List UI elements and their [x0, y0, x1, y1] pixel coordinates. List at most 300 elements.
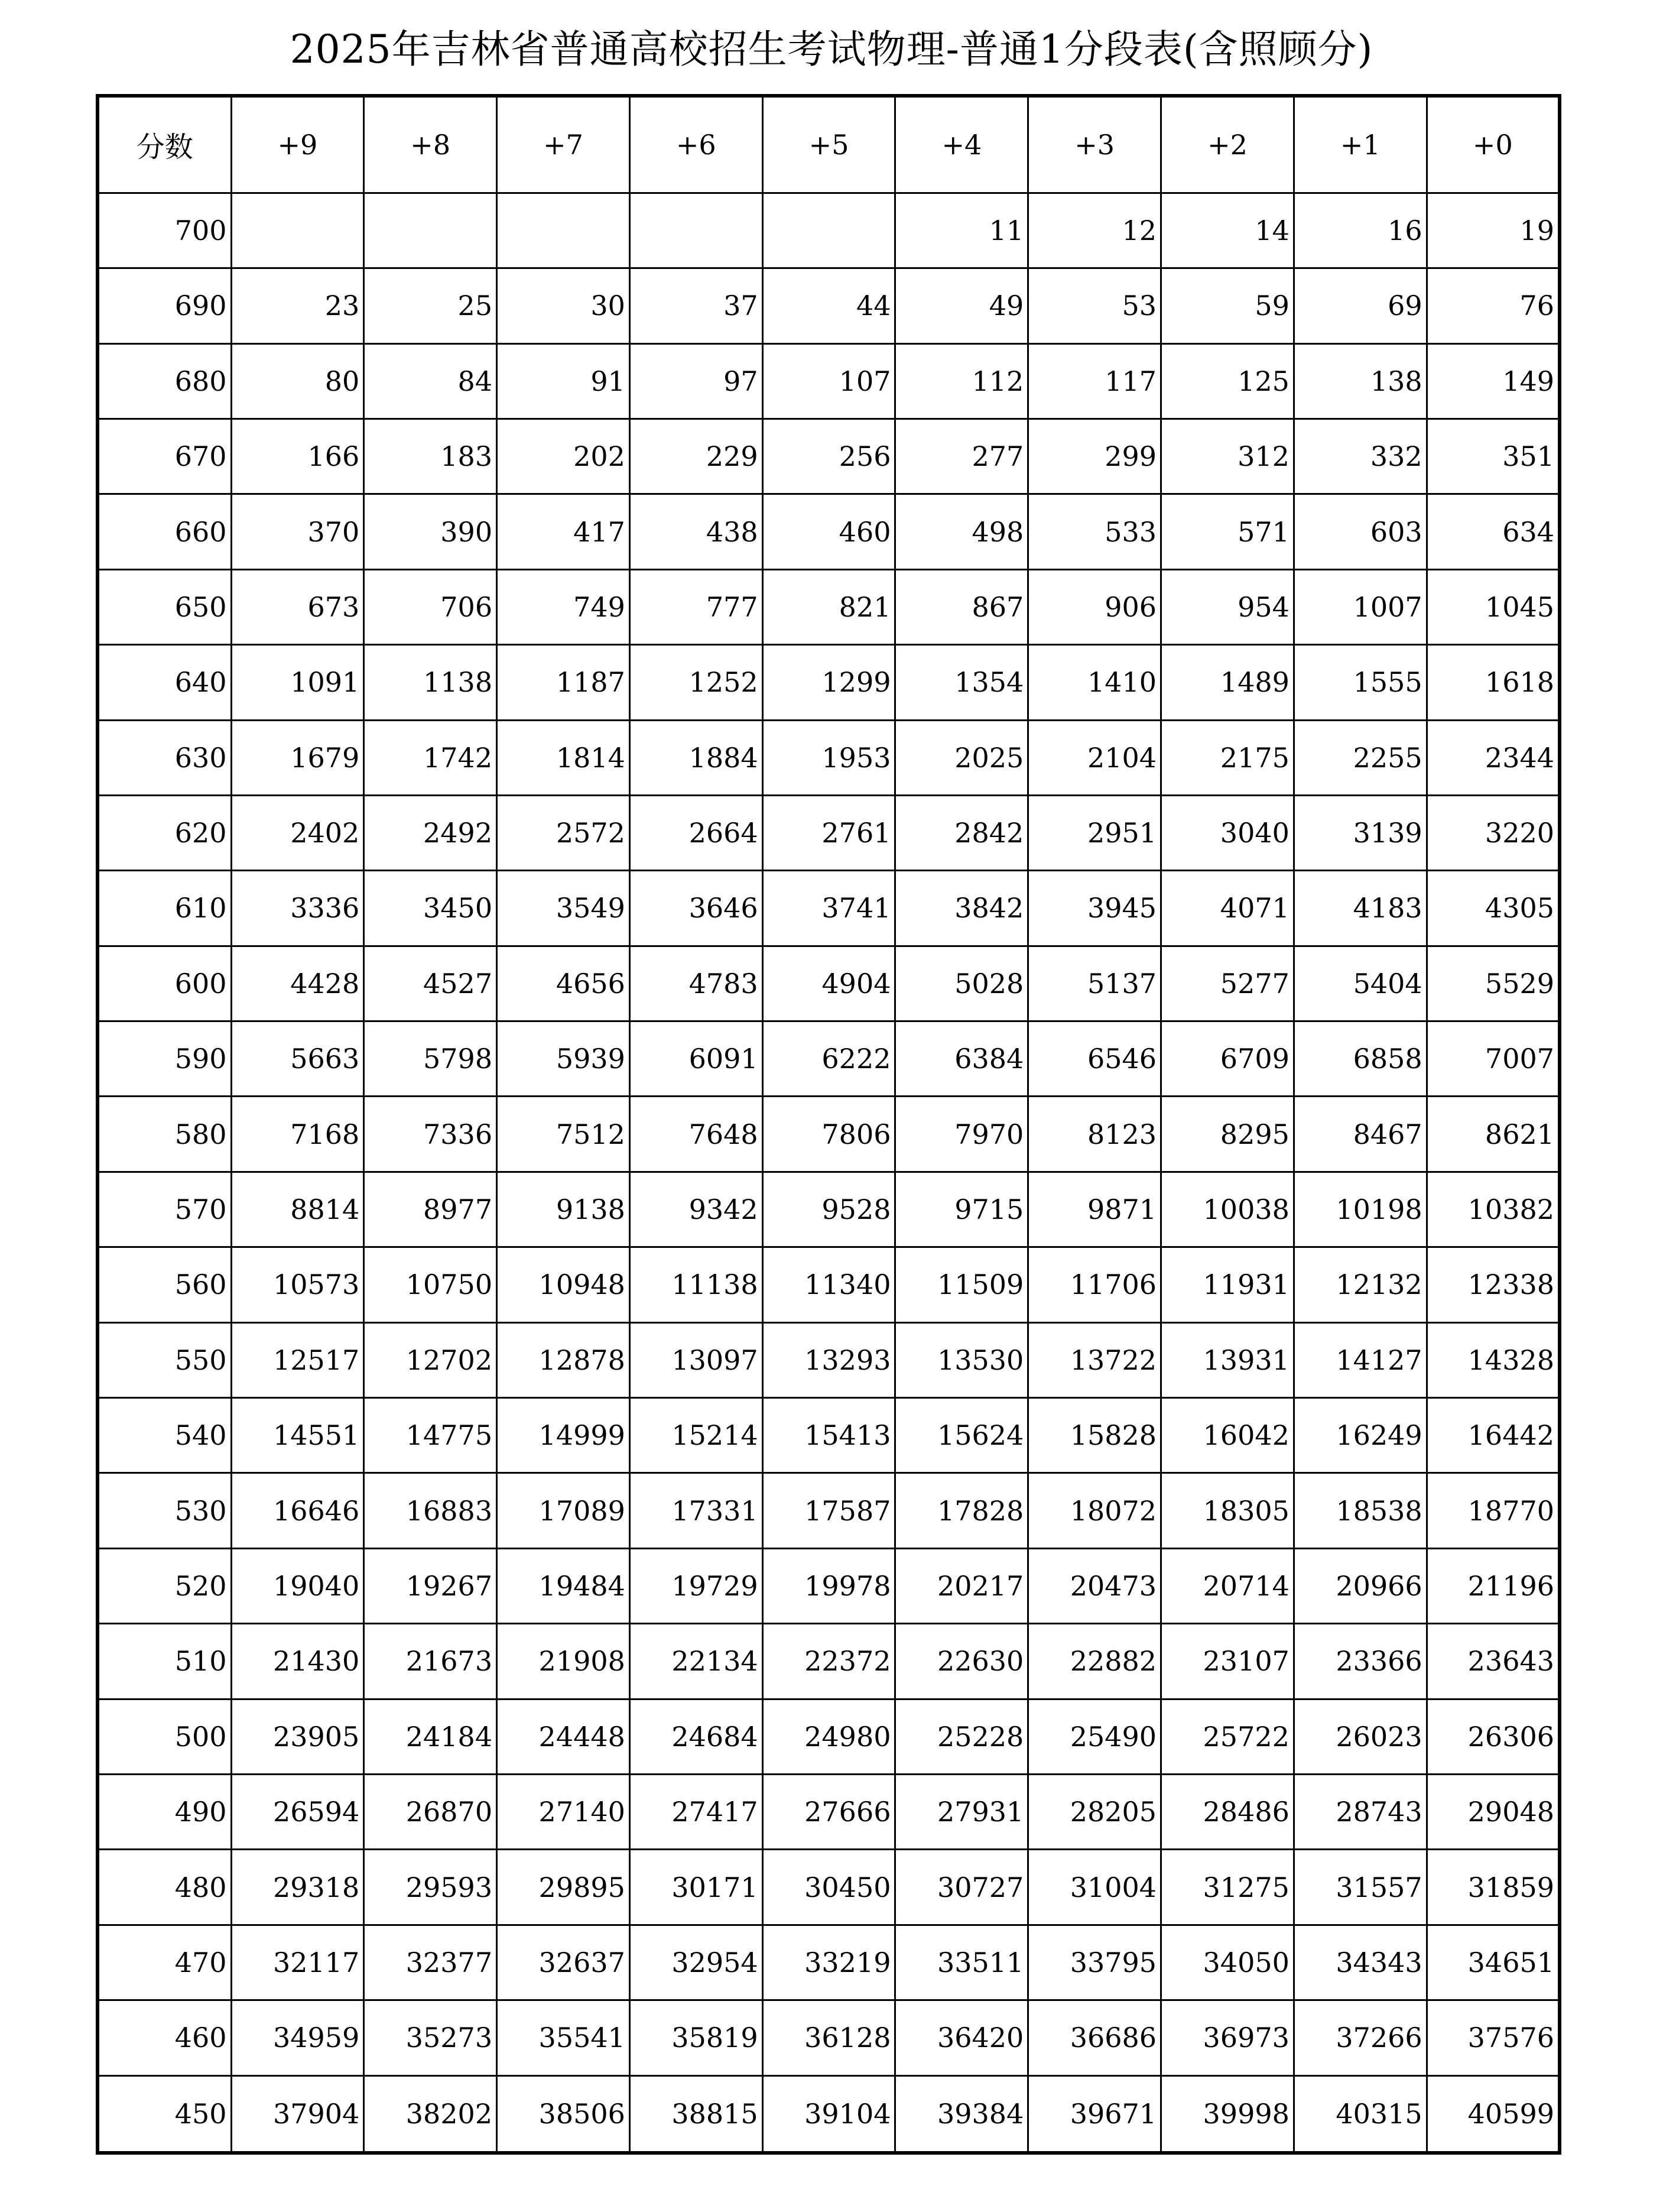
table-row	[98, 419, 1560, 494]
count-cell: 24980	[762, 1699, 895, 1774]
count-cell: 30450	[762, 1850, 895, 1925]
count-cell: 16442	[1427, 1398, 1560, 1473]
count-cell: 8814	[231, 1172, 364, 1247]
count-cell: 417	[497, 494, 630, 569]
count-cell: 4656	[497, 946, 630, 1021]
column-header-score: 分数	[98, 96, 231, 193]
count-cell: 22882	[1028, 1624, 1161, 1699]
count-cell: 21673	[364, 1624, 497, 1699]
count-cell: 32117	[231, 1925, 364, 2000]
count-cell: 370	[231, 494, 364, 569]
count-cell: 256	[762, 419, 895, 494]
count-cell: 20966	[1294, 1548, 1427, 1623]
table-row	[98, 343, 1560, 419]
count-cell: 11931	[1161, 1247, 1294, 1322]
count-cell: 11509	[895, 1247, 1028, 1322]
count-cell: 35819	[629, 2000, 762, 2075]
count-cell: 13722	[1028, 1322, 1161, 1397]
count-cell: 36973	[1161, 2000, 1294, 2075]
count-cell	[762, 193, 895, 268]
column-header: +8	[364, 96, 497, 193]
count-cell: 7336	[364, 1097, 497, 1172]
count-cell	[497, 193, 630, 268]
count-cell: 166	[231, 419, 364, 494]
count-cell: 749	[497, 569, 630, 644]
count-cell: 351	[1427, 419, 1560, 494]
count-cell: 7970	[895, 1097, 1028, 1172]
count-cell: 29318	[231, 1850, 364, 1925]
count-cell: 1884	[629, 720, 762, 795]
count-cell: 26870	[364, 1774, 497, 1849]
column-header: +6	[629, 96, 762, 193]
count-cell: 4904	[762, 946, 895, 1021]
count-cell: 13530	[895, 1322, 1028, 1397]
count-cell: 27140	[497, 1774, 630, 1849]
count-cell: 39384	[895, 2075, 1028, 2153]
table-row	[98, 1398, 1560, 1473]
count-cell: 6709	[1161, 1021, 1294, 1097]
count-cell: 36128	[762, 2000, 895, 2075]
column-header: +3	[1028, 96, 1161, 193]
count-cell: 44	[762, 268, 895, 343]
score-table-body	[98, 96, 1560, 2153]
count-cell: 15413	[762, 1398, 895, 1473]
count-cell: 14328	[1427, 1322, 1560, 1397]
row-score-cell: 490	[98, 1774, 231, 1849]
count-cell: 2402	[231, 795, 364, 870]
column-header: +1	[1294, 96, 1427, 193]
count-cell: 1252	[629, 645, 762, 720]
row-score-cell: 620	[98, 795, 231, 870]
count-cell: 28743	[1294, 1774, 1427, 1849]
table-row	[98, 1021, 1560, 1097]
count-cell: 38506	[497, 2075, 630, 2153]
column-header: +2	[1161, 96, 1294, 193]
count-cell: 634	[1427, 494, 1560, 569]
table-row	[98, 1624, 1560, 1699]
count-cell: 533	[1028, 494, 1161, 569]
count-cell: 16	[1294, 193, 1427, 268]
count-cell: 107	[762, 343, 895, 419]
count-cell: 5529	[1427, 946, 1560, 1021]
table-row	[98, 1322, 1560, 1397]
count-cell: 40599	[1427, 2075, 1560, 2153]
count-cell: 35541	[497, 2000, 630, 2075]
count-cell: 183	[364, 419, 497, 494]
table-row	[98, 494, 1560, 569]
count-cell: 39998	[1161, 2075, 1294, 2153]
count-cell: 32377	[364, 1925, 497, 2000]
count-cell: 24684	[629, 1699, 762, 1774]
count-cell: 25	[364, 268, 497, 343]
count-cell: 438	[629, 494, 762, 569]
table-row	[98, 795, 1560, 870]
count-cell: 37266	[1294, 2000, 1427, 2075]
count-cell: 4527	[364, 946, 497, 1021]
count-cell	[231, 193, 364, 268]
row-score-cell: 700	[98, 193, 231, 268]
count-cell: 149	[1427, 343, 1560, 419]
count-cell: 10198	[1294, 1172, 1427, 1247]
count-cell: 5404	[1294, 946, 1427, 1021]
count-cell: 6384	[895, 1021, 1028, 1097]
count-cell: 23905	[231, 1699, 364, 1774]
row-score-cell: 470	[98, 1925, 231, 2000]
count-cell: 59	[1161, 268, 1294, 343]
table-row	[98, 1699, 1560, 1774]
count-cell: 6858	[1294, 1021, 1427, 1097]
count-cell: 26306	[1427, 1699, 1560, 1774]
score-table	[96, 94, 1561, 2155]
table-row	[98, 871, 1560, 946]
count-cell: 22630	[895, 1624, 1028, 1699]
count-cell: 15828	[1028, 1398, 1161, 1473]
count-cell: 10038	[1161, 1172, 1294, 1247]
count-cell: 11138	[629, 1247, 762, 1322]
count-cell: 1354	[895, 645, 1028, 720]
count-cell: 34651	[1427, 1925, 1560, 2000]
count-cell: 1091	[231, 645, 364, 720]
count-cell: 97	[629, 343, 762, 419]
count-cell: 202	[497, 419, 630, 494]
count-cell: 14	[1161, 193, 1294, 268]
row-score-cell: 520	[98, 1548, 231, 1623]
count-cell: 34959	[231, 2000, 364, 2075]
count-cell: 16042	[1161, 1398, 1294, 1473]
table-row	[98, 1925, 1560, 2000]
count-cell: 11340	[762, 1247, 895, 1322]
column-header: +7	[497, 96, 630, 193]
count-cell: 5663	[231, 1021, 364, 1097]
count-cell: 25722	[1161, 1699, 1294, 1774]
count-cell: 4783	[629, 946, 762, 1021]
table-row	[98, 1097, 1560, 1172]
count-cell: 112	[895, 343, 1028, 419]
count-cell: 36420	[895, 2000, 1028, 2075]
table-row	[98, 1548, 1560, 1623]
count-cell: 5939	[497, 1021, 630, 1097]
row-score-cell: 540	[98, 1398, 231, 1473]
row-score-cell: 690	[98, 268, 231, 343]
count-cell: 12132	[1294, 1247, 1427, 1322]
count-cell: 2761	[762, 795, 895, 870]
row-score-cell: 550	[98, 1322, 231, 1397]
page-title: 2025年吉林省普通高校招生考试物理-普通1分段表(含照顾分)	[290, 27, 1373, 72]
table-row	[98, 2000, 1560, 2075]
count-cell: 29593	[364, 1850, 497, 1925]
count-cell: 1138	[364, 645, 497, 720]
count-cell: 21430	[231, 1624, 364, 1699]
count-cell: 1679	[231, 720, 364, 795]
count-cell: 33511	[895, 1925, 1028, 2000]
count-cell: 2572	[497, 795, 630, 870]
count-cell: 27417	[629, 1774, 762, 1849]
count-cell: 30727	[895, 1850, 1028, 1925]
count-cell: 498	[895, 494, 1028, 569]
count-cell: 4071	[1161, 871, 1294, 946]
count-cell: 9138	[497, 1172, 630, 1247]
table-row	[98, 569, 1560, 644]
count-cell: 11	[895, 193, 1028, 268]
count-cell: 36686	[1028, 2000, 1161, 2075]
column-header: +4	[895, 96, 1028, 193]
count-cell: 299	[1028, 419, 1161, 494]
count-cell: 2104	[1028, 720, 1161, 795]
count-cell: 3741	[762, 871, 895, 946]
count-cell: 2664	[629, 795, 762, 870]
row-score-cell: 530	[98, 1473, 231, 1548]
count-cell: 7648	[629, 1097, 762, 1172]
count-cell: 19978	[762, 1548, 895, 1623]
count-cell: 821	[762, 569, 895, 644]
count-cell: 14775	[364, 1398, 497, 1473]
count-cell: 16646	[231, 1473, 364, 1548]
count-cell: 1007	[1294, 569, 1427, 644]
count-cell: 23643	[1427, 1624, 1560, 1699]
row-score-cell: 500	[98, 1699, 231, 1774]
count-cell: 29048	[1427, 1774, 1560, 1849]
count-cell: 24184	[364, 1699, 497, 1774]
table-row	[98, 2075, 1560, 2153]
count-cell: 4305	[1427, 871, 1560, 946]
count-cell: 18305	[1161, 1473, 1294, 1548]
count-cell: 3450	[364, 871, 497, 946]
count-cell: 38202	[364, 2075, 497, 2153]
count-cell: 25228	[895, 1699, 1028, 1774]
count-cell: 3549	[497, 871, 630, 946]
row-score-cell: 580	[98, 1097, 231, 1172]
count-cell: 312	[1161, 419, 1294, 494]
count-cell: 10948	[497, 1247, 630, 1322]
count-cell: 37904	[231, 2075, 364, 2153]
row-score-cell: 460	[98, 2000, 231, 2075]
count-cell: 1814	[497, 720, 630, 795]
count-cell: 38815	[629, 2075, 762, 2153]
count-cell: 17089	[497, 1473, 630, 1548]
count-cell: 14127	[1294, 1322, 1427, 1397]
count-cell: 22372	[762, 1624, 895, 1699]
count-cell: 8123	[1028, 1097, 1161, 1172]
count-cell: 1187	[497, 645, 630, 720]
row-score-cell: 600	[98, 946, 231, 1021]
count-cell: 4428	[231, 946, 364, 1021]
count-cell: 28486	[1161, 1774, 1294, 1849]
count-cell: 14551	[231, 1398, 364, 1473]
count-cell: 39671	[1028, 2075, 1161, 2153]
row-score-cell: 560	[98, 1247, 231, 1322]
table-row	[98, 1850, 1560, 1925]
count-cell: 12338	[1427, 1247, 1560, 1322]
count-cell: 460	[762, 494, 895, 569]
count-cell: 17331	[629, 1473, 762, 1548]
row-score-cell: 610	[98, 871, 231, 946]
count-cell: 84	[364, 343, 497, 419]
column-header: +0	[1427, 96, 1560, 193]
count-cell: 954	[1161, 569, 1294, 644]
count-cell: 5028	[895, 946, 1028, 1021]
count-cell: 12	[1028, 193, 1161, 268]
count-cell: 2175	[1161, 720, 1294, 795]
count-cell: 17828	[895, 1473, 1028, 1548]
count-cell: 16249	[1294, 1398, 1427, 1473]
count-cell: 5277	[1161, 946, 1294, 1021]
table-row	[98, 1172, 1560, 1247]
count-cell: 3842	[895, 871, 1028, 946]
count-cell: 24448	[497, 1699, 630, 1774]
count-cell: 19040	[231, 1548, 364, 1623]
count-cell: 30	[497, 268, 630, 343]
count-cell: 69	[1294, 268, 1427, 343]
count-cell: 27666	[762, 1774, 895, 1849]
count-cell: 31859	[1427, 1850, 1560, 1925]
count-cell: 390	[364, 494, 497, 569]
count-cell: 28205	[1028, 1774, 1161, 1849]
count-cell: 6222	[762, 1021, 895, 1097]
count-cell: 49	[895, 268, 1028, 343]
count-cell: 19484	[497, 1548, 630, 1623]
count-cell: 30171	[629, 1850, 762, 1925]
count-cell: 23107	[1161, 1624, 1294, 1699]
table-row	[98, 1774, 1560, 1849]
count-cell: 34343	[1294, 1925, 1427, 2000]
count-cell: 18538	[1294, 1473, 1427, 1548]
count-cell: 1410	[1028, 645, 1161, 720]
count-cell: 20473	[1028, 1548, 1161, 1623]
count-cell: 33795	[1028, 1925, 1161, 2000]
table-row	[98, 1247, 1560, 1322]
count-cell: 19	[1427, 193, 1560, 268]
count-cell: 10750	[364, 1247, 497, 1322]
count-cell: 26023	[1294, 1699, 1427, 1774]
row-score-cell: 480	[98, 1850, 231, 1925]
count-cell: 53	[1028, 268, 1161, 343]
count-cell: 603	[1294, 494, 1427, 569]
table-row	[98, 946, 1560, 1021]
count-cell: 16883	[364, 1473, 497, 1548]
row-score-cell: 570	[98, 1172, 231, 1247]
table-row	[98, 720, 1560, 795]
count-cell: 3646	[629, 871, 762, 946]
count-cell: 10573	[231, 1247, 364, 1322]
count-cell: 33219	[762, 1925, 895, 2000]
count-cell: 32637	[497, 1925, 630, 2000]
count-cell: 2492	[364, 795, 497, 870]
count-cell: 7806	[762, 1097, 895, 1172]
count-cell: 10382	[1427, 1172, 1560, 1247]
count-cell: 29895	[497, 1850, 630, 1925]
count-cell: 23	[231, 268, 364, 343]
table-row	[98, 645, 1560, 720]
count-cell: 706	[364, 569, 497, 644]
column-header: +9	[231, 96, 364, 193]
table-row	[98, 1473, 1560, 1548]
row-score-cell: 660	[98, 494, 231, 569]
count-cell: 19729	[629, 1548, 762, 1623]
count-cell: 2951	[1028, 795, 1161, 870]
row-score-cell: 590	[98, 1021, 231, 1097]
count-cell: 138	[1294, 343, 1427, 419]
count-cell: 8977	[364, 1172, 497, 1247]
count-cell: 5798	[364, 1021, 497, 1097]
count-cell: 31004	[1028, 1850, 1161, 1925]
count-cell: 9715	[895, 1172, 1028, 1247]
count-cell: 27931	[895, 1774, 1028, 1849]
count-cell: 25490	[1028, 1699, 1161, 1774]
count-cell: 32954	[629, 1925, 762, 2000]
count-cell: 11706	[1028, 1247, 1161, 1322]
count-cell: 229	[629, 419, 762, 494]
count-cell: 12517	[231, 1322, 364, 1397]
count-cell: 14999	[497, 1398, 630, 1473]
count-cell: 673	[231, 569, 364, 644]
count-cell: 21196	[1427, 1548, 1560, 1623]
count-cell: 91	[497, 343, 630, 419]
count-cell: 31275	[1161, 1850, 1294, 1925]
count-cell: 2255	[1294, 720, 1427, 795]
count-cell: 2344	[1427, 720, 1560, 795]
count-cell: 80	[231, 343, 364, 419]
count-cell: 1953	[762, 720, 895, 795]
count-cell: 34050	[1161, 1925, 1294, 2000]
count-cell: 2842	[895, 795, 1028, 870]
count-cell: 22134	[629, 1624, 762, 1699]
count-cell: 6091	[629, 1021, 762, 1097]
count-cell: 867	[895, 569, 1028, 644]
count-cell: 40315	[1294, 2075, 1427, 2153]
count-cell: 332	[1294, 419, 1427, 494]
count-cell: 1489	[1161, 645, 1294, 720]
count-cell: 8467	[1294, 1097, 1427, 1172]
count-cell: 26594	[231, 1774, 364, 1849]
row-score-cell: 680	[98, 343, 231, 419]
count-cell: 20714	[1161, 1548, 1294, 1623]
count-cell	[629, 193, 762, 268]
count-cell: 117	[1028, 343, 1161, 419]
count-cell: 1299	[762, 645, 895, 720]
row-score-cell: 640	[98, 645, 231, 720]
count-cell: 18072	[1028, 1473, 1161, 1548]
count-cell: 18770	[1427, 1473, 1560, 1548]
count-cell: 15624	[895, 1398, 1028, 1473]
count-cell: 3040	[1161, 795, 1294, 870]
table-row	[98, 193, 1560, 268]
count-cell: 906	[1028, 569, 1161, 644]
count-cell: 6546	[1028, 1021, 1161, 1097]
column-header: +5	[762, 96, 895, 193]
count-cell: 35273	[364, 2000, 497, 2075]
count-cell: 13293	[762, 1322, 895, 1397]
count-cell: 9528	[762, 1172, 895, 1247]
count-cell: 3945	[1028, 871, 1161, 946]
count-cell	[364, 193, 497, 268]
count-cell: 37	[629, 268, 762, 343]
count-cell: 3220	[1427, 795, 1560, 870]
count-cell: 15214	[629, 1398, 762, 1473]
count-cell: 21908	[497, 1624, 630, 1699]
count-cell: 12878	[497, 1322, 630, 1397]
count-cell: 7168	[231, 1097, 364, 1172]
count-cell: 1045	[1427, 569, 1560, 644]
row-score-cell: 510	[98, 1624, 231, 1699]
row-score-cell: 670	[98, 419, 231, 494]
count-cell: 1618	[1427, 645, 1560, 720]
count-cell: 37576	[1427, 2000, 1560, 2075]
count-cell: 2025	[895, 720, 1028, 795]
count-cell: 31557	[1294, 1850, 1427, 1925]
count-cell: 3139	[1294, 795, 1427, 870]
count-cell: 8621	[1427, 1097, 1560, 1172]
count-cell: 13931	[1161, 1322, 1294, 1397]
